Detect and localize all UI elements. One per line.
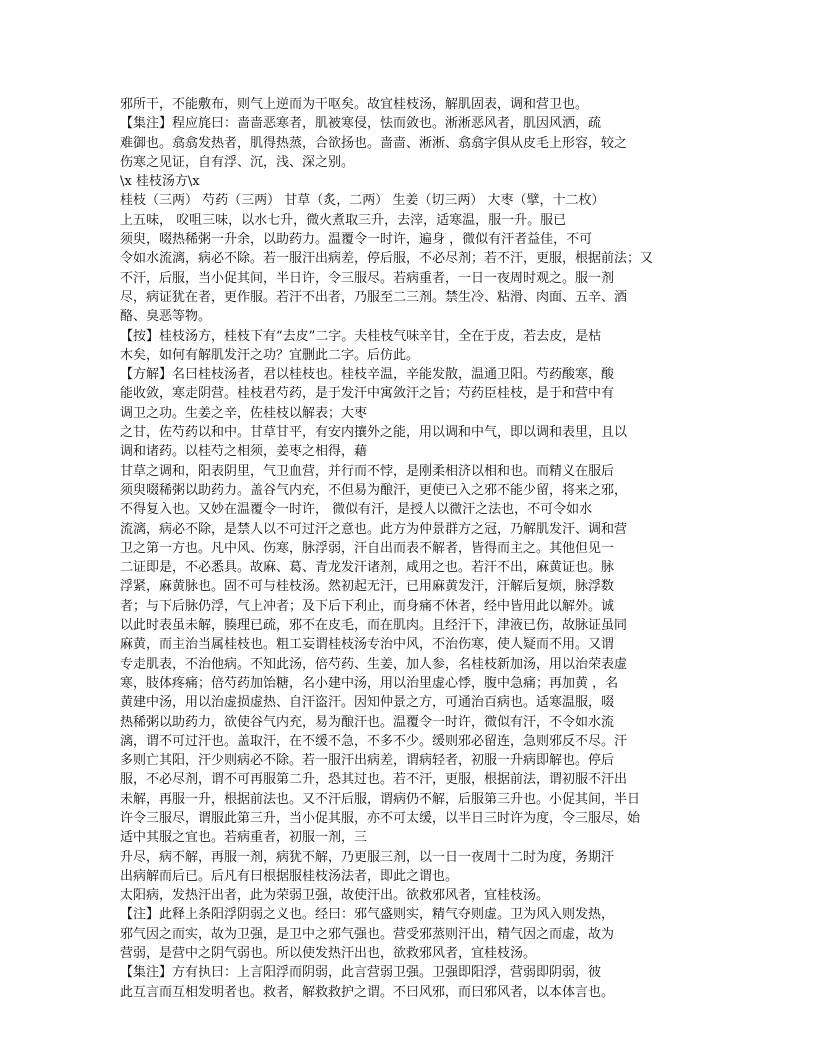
text-line: 【集注】程应旄曰：啬啬恶寒者，肌被寒侵，怯而敛也。淅淅恶风者，肌因风洒，疏 (120, 116, 602, 132)
text-line: 不得复入也。又妙在温覆令一时许， 微似有汗，是授人以微汗之法也，不可令如水 (120, 502, 593, 518)
text-line: 热稀粥以助药力，欲使谷气内充，易为酿汗也。温覆令一时许，微似有汗，不令如水流 (120, 714, 615, 730)
text-line: 甘草之调和，阳表阴里，气卫血营，并行而不悖，是刚柔相济以相和也。而精义在服后 (120, 463, 615, 479)
text-line: 【注】此释上条阳浮阴弱之义也。经曰：邪气盛则实，精气夺则虚。卫为风入则发热， (120, 907, 615, 923)
text-line: 黄建中汤，用以治虚损虚热、自汗盗汗。因知仲景之方，可通治百病也。适寒温服，啜 (120, 695, 615, 711)
text-line: 不汗，后服，当小促其间，半日许，令三服尽。若病重者，一日一夜周时观之。服一剂 (120, 270, 615, 286)
text-line: 未解，再服一升，根据前法也。又不汗后服，谓病仍不解，后服第三升也。小促其间，半日 (120, 791, 641, 807)
text-line: 许令三服尽，谓服此第三升，当小促其服，亦不可太缓，以半日三时许为度，令三服尽，始 (120, 810, 641, 826)
text-line: 【按】桂枝汤方，桂枝下有“去皮”二字。夫桂枝气味辛甘，全在于皮，若去皮，是枯 (120, 328, 602, 344)
text-line: 令如水流漓，病必不除。若一服汗出病差，停后服，不必尽剂；若不汗，更服，根据前法；又 (120, 251, 654, 267)
text-line: 尽，病证犹在者，更作服。若汗不出者，乃服至二三剂。禁生冷、粘滑、肉面、五辛、酒 (120, 289, 628, 305)
text-line: 者；与下后脉仍浮，气上冲者；及下后下利止，而身痛不休者，经中皆用此以解外。诚 (120, 598, 615, 614)
text-line: 卫之第一方也。凡中风、伤寒，脉浮弱，汗自出而表不解者，皆得而主之。其他但见一 (120, 540, 615, 556)
text-line: 调和诸药。以桂芍之相须，姜枣之相得，藉 (120, 444, 368, 460)
text-line: 桂枝（三两） 芍药（三两） 甘草（炙，二两） 生姜（切三两） 大枣（擘，十二枚） (120, 193, 605, 209)
text-line: 调卫之功。生姜之辛，佐桂枝以解表；大枣 (120, 405, 368, 421)
text-line: 能收敛，寒走阴营。桂枝君芍药，是于发汗中寓敛汗之旨；芍药臣桂枝，是于和营中有 (120, 386, 615, 402)
document-text-block (120, 95, 700, 1002)
text-line: 【集注】方有执曰：上言阳浮而阴弱，此言营弱卫强。卫强即阳浮，营弱即阴弱，彼 (120, 965, 602, 981)
text-line: 酪、臭恶等物。 (120, 309, 212, 325)
text-line: 【方解】名曰桂枝汤者，君以桂枝也。桂枝辛温，辛能发散，温通卫阳。芍药酸寒，酸 (120, 367, 615, 383)
text-line: 之甘，佐芍药以和中。甘草甘平，有安内攘外之能，用以调和中气，即以调和表里，且以 (120, 425, 628, 441)
text-line: 出病解而后已。后凡有曰根据服桂枝汤法者，即此之谓也。 (120, 868, 459, 884)
text-line: 服，不必尽剂，谓不可再服第二升，恐其过也。若不汗，更服，根据前法，谓初服不汗出 (120, 772, 628, 788)
text-line: 伤寒之见证，自有浮、沉，浅、深之别。 (120, 154, 355, 170)
text-line: 漓，谓不可过汗也。盖取汗，在不缓不急，不多不少。缓则邪必留连，急则邪反不尽。汗 (120, 733, 628, 749)
text-line: 寒，肢体疼痛；倍芍药加饴糖，名小建中汤，用以治里虚心悸，腹中急痛；再加黄 ，名 (120, 675, 619, 691)
text-line: 升尽，病不解，再服一剂，病犹不解，乃更服三剂，以一日一夜周十二时为度，务期汗 (120, 849, 615, 865)
text-line: 上五味， 㕮咀三味，以水七升，微火煮取三升，去滓，适寒温，服一升。服已 (120, 212, 567, 228)
text-line: 邪所干，不能敷布，则气上逆而为干呕矣。故宜桂枝汤，解肌固表，调和营卫也。 (120, 97, 589, 112)
text-line: 营弱，是营中之阴气弱也。所以使发热汗出也，欲救邪风者，宜桂枝汤。 (120, 946, 537, 962)
text-line: 此互言而互相发明者也。救者，解救救护之谓。不曰风邪，而曰邪风者，以本体言也。 (120, 984, 615, 1000)
text-line: 二证即是，不必悉具。故麻、葛、青龙发汗诸剂，咸用之也。若汗不出，麻黄证也。脉 (120, 560, 615, 576)
text-line: 须臾，啜热稀粥一升余，以助药力。温覆令一时许，遍身 ，微似有汗者益佳，不可 (120, 232, 593, 248)
text-line: 专走肌表，不治他病。不知此汤，倍芍药、生姜，加人参，名桂枝新加汤，用以治荣表虚 (120, 656, 628, 672)
text-line: 太阳病，发热汗出者，此为荣弱卫强，故使汗出。欲救邪风者，宜桂枝汤。 (120, 888, 550, 904)
text-line: 适中其服之宜也。若病重者，初服一剂，三 (120, 830, 368, 846)
text-line: 麻黄，而主治当属桂枝也。粗工妄谓桂枝汤专治中风，不治伤寒，使人疑而不用。又谓 (120, 637, 615, 653)
text-line: 多则亡其阳，汗少则病必不除。若一服汗出病差，谓病轻者，初服一升病即解也。停后 (120, 753, 615, 769)
text-line: 难御也。翕翕发热者，肌得热蒸，合欲扬也。啬啬、淅淅、翕翕字俱从皮毛上形容，较之 (120, 135, 628, 151)
text-line: 邪气因之而实，故为卫强，是卫中之邪气强也。营受邪蒸则汗出，精气因之而虚，故为 (120, 926, 615, 942)
text-line: 浮紧，麻黄脉也。固不可与桂枝汤。然初起无汗，已用麻黄发汗，汗解后复烦，脉浮数 (120, 579, 615, 595)
text-line: 以此时表虽未解，腠理已疏，邪不在皮毛，而在肌肉。且经汗下，津液已伤，故脉证虽同 (120, 618, 628, 634)
text-line: 木矣，如何有解肌发汗之功？宜删此二字。后仿此。 (120, 347, 420, 363)
text-line: 流漓，病必不除，是禁人以不可过汗之意也。此方为仲景群方之冠，乃解肌发汗、调和营 (120, 521, 628, 537)
text-line: 须臾啜稀粥以助药力。盖谷气内充，不但易为酿汗，更使已入之邪不能少留，将来之邪， (120, 482, 628, 498)
text-line: \x 桂枝汤方\x (120, 174, 200, 190)
